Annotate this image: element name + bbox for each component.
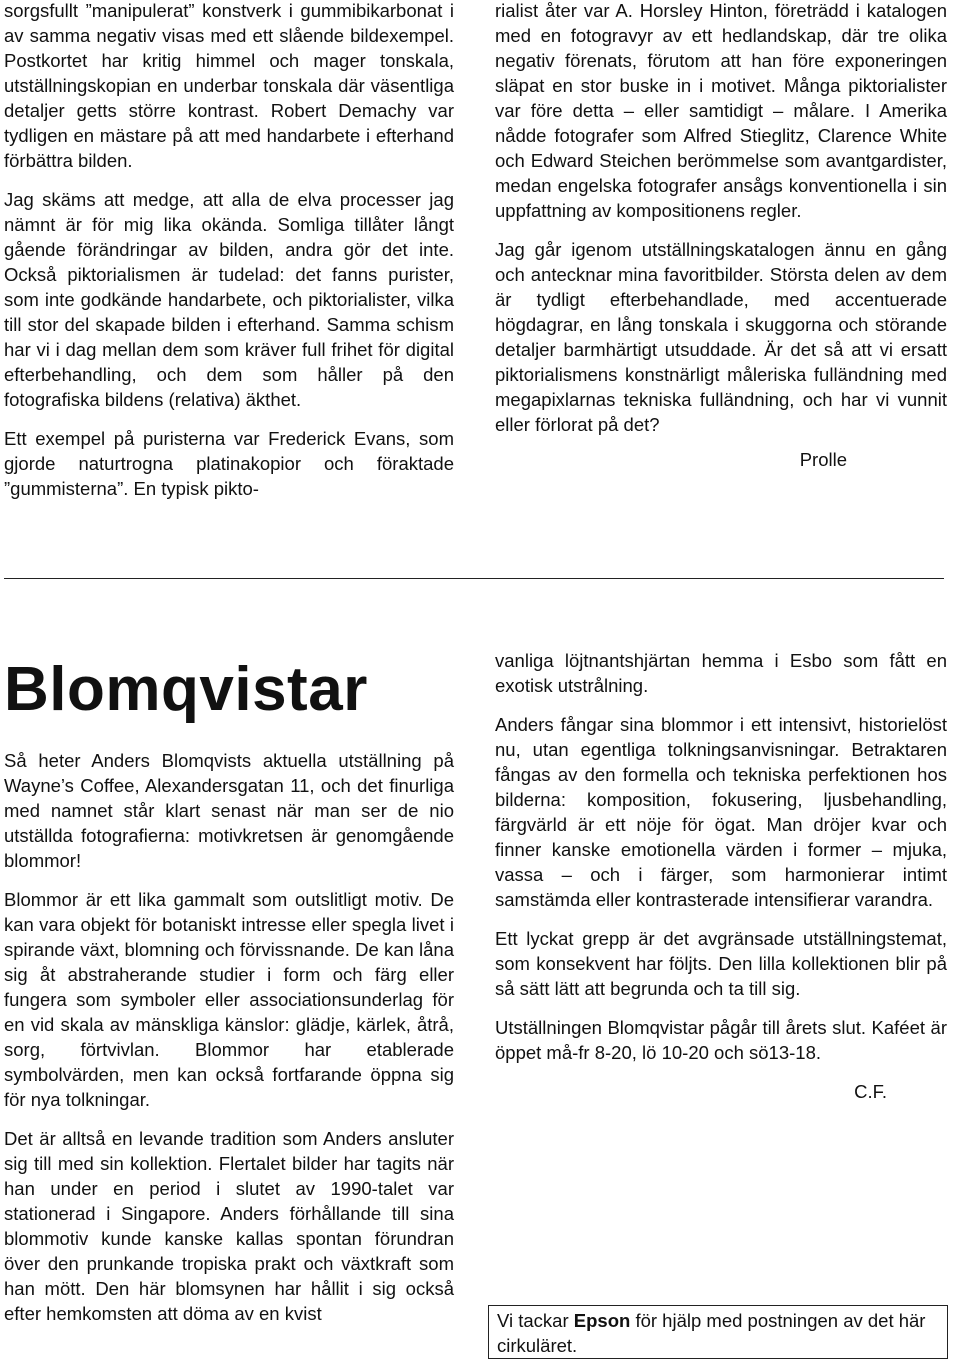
article1-left-column <box>4 0 454 515</box>
sponsor-notice <box>488 1305 948 1359</box>
paragraph: Så heter Anders Blomqvists aktuella utställning på Wayne’s Coffee, Alexandersgatan 11, och det finurliga med namnet står klart senast när man ser de nio utställda fotografierna: motivkretsen är genomgående blommor! <box>4 750 454 871</box>
article2-left-column <box>4 648 454 1340</box>
paragraph: sorgsfullt ”manipulerat” konstverk i gummibikarbonat i av samma negativ visas med ett slående bildexempel. Postkortet har kritig himmel och mager tonskala, utställningskopian en underbar tonskala där väsentliga detaljer getts större kontrast. Robert Demachy var tydligen en mästare på att med handarbete i efterhand förbättra bilden. <box>4 0 454 171</box>
sponsor-name: Epson <box>573 1310 631 1331</box>
paragraph: vanliga löjtnantshjärtan hemma i Esbo som fått en exotisk utstrålning. <box>495 650 947 696</box>
paragraph: Jag skäms att medge, att alla de elva processer jag nämnt är för mig lika okända. Somliga tillåter långt gående förändringar av bilden, andra gör det inte. Också piktorialismen är tudelad: det fanns purister, som inte godkände handarbete, och piktorialister, vilka till stor del skapade bilden i efterhand. Samma schism har vi i dag mellan dem som kräver full frihet för digital efterbehandling, och dem som håller på den fotografiska bildens (relativa) äkthet. <box>4 189 454 410</box>
paragraph: Ett lyckat grepp är det avgränsade utställningstemat, som konsekvent har följts. Den lilla kollektionen blir på så sätt lätt att begrunda och ta till sig. <box>495 928 947 999</box>
paragraph: rialist åter var A. Horsley Hinton, företrädd i katalogen med en fotogravyr av ett hedlandskap, där tre olika negativ förenats, förutom att han före exponeringen släpat en stor buske in i motivet. Många piktorialister var före detta – eller samtidigt – målare. I Amerika nådde fotografer som Alfred Stieglitz, Clarence White och Edward Steichen berömmelse som avantgardister, medan engelska fotografer ansågs konventionella i sin uppfattning av kompositionens regler. <box>495 0 947 221</box>
paragraph: Blommor är ett lika gammalt som outslitligt motiv. De kan vara objekt för botaniskt intresse eller spegla livet i spirande växt, blomning och förvissnande. De kan låna sig åt abstraherande studier i form och färg eller fungera som symboler eller associationsunderlag för en vid skala av mänskliga känslor: glädje, kärlek, åtrå, sorg, förtvivlan. Blommor har etablerade symbolvärden, men kan också fortfarande öppna sig för nya tolkningar. <box>4 889 454 1110</box>
paragraph: Det är alltså en levande tradition som Anders ansluter sig till med sin kollektion. Flertalet bilder har tagits när han under en period i slutet av 1990-talet var stationerad i Singapore. Anders förhållande till sina blommotiv kunde kanske kallas spontan förundran över den prunkande tropiska prakt och växtkraft som han mött. Den här blomsynen har hållit i sig också efter hemkomsten att döma av en kvist <box>4 1128 454 1324</box>
paragraph: Utställningen Blomqvistar pågår till årets slut. Kaféet är öppet må-fr 8-20, lö 10-20 och sö13-18. <box>495 1017 947 1063</box>
paragraph: Jag går igenom utställningskatalogen ännu en gång och antecknar mina favoritbilder. Största delen av dem är tydligt efterbehandlade, med accentuerade högdagrar, en lång tonskala i skuggorna och störande detaljer barmhärtigt utsuddade. Är det så att vi ersatt piktorialismens konstnärligt måleriska fulländning med megapixlarnas tekniska fulländning, och har vi vunnit eller förlorat på det? <box>495 239 947 435</box>
sponsor-text-before: Vi tackar <box>497 1310 574 1331</box>
article2-right-column <box>495 648 947 1104</box>
article1-signature: Prolle <box>799 449 847 470</box>
article2-headline: Blomqvistar <box>4 655 368 724</box>
paragraph: Anders fångar sina blommor i ett intensivt, historielöst nu, utan egentliga tolkningsanvisningar. Betraktaren fångas av den formella och tekniska perfektionen hos bilderna: komposition, fokusering, ljusbehandling, färgvärld är ett nöje för ögat. Man dröjer kvar och finner kanske emotionella värden i former – mjuka, vassa – och i färger, som harmonierar intimt samstämda eller kontrasterade intensifierar varandra. <box>495 714 947 910</box>
paragraph: Ett exempel på puristerna var Frederick Evans, som gjorde naturtrogna platinakopior och föraktade ”gummisterna”. En typisk pikto- <box>4 428 454 499</box>
section-divider <box>4 578 944 579</box>
article2-signature: C.F. <box>854 1081 887 1102</box>
sponsor-text-after: för hjälp med postningen av det här cirkuläret. <box>497 1310 926 1356</box>
article1-right-column <box>495 0 947 472</box>
